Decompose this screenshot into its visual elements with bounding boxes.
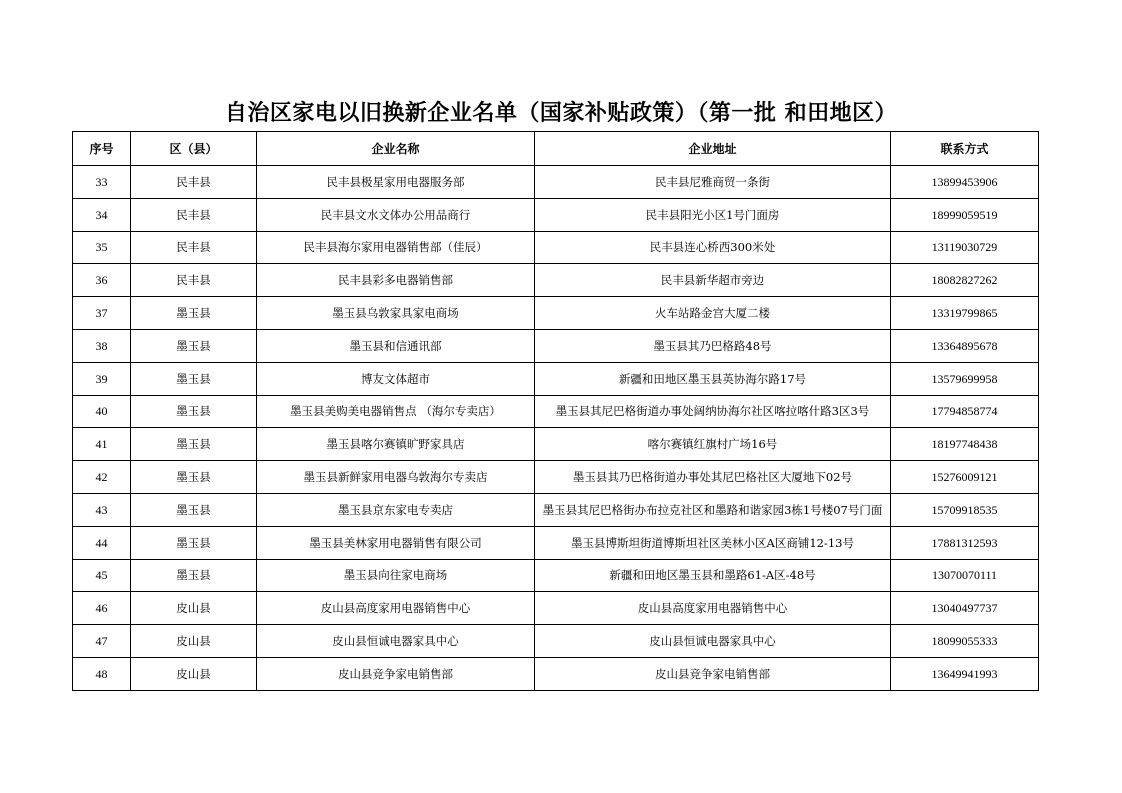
- cell-company-name: 皮山县高度家用电器销售中心: [257, 592, 535, 625]
- cell-company-address: 新疆和田地区墨玉县和墨路61-A区-48号: [535, 559, 891, 592]
- cell-index: 38: [73, 329, 131, 362]
- cell-contact: 13364895678: [891, 329, 1039, 362]
- cell-contact: 18197748438: [891, 428, 1039, 461]
- cell-contact: 15276009121: [891, 461, 1039, 494]
- cell-company-address: 皮山县恒诚电器家具中心: [535, 625, 891, 658]
- cell-index: 37: [73, 297, 131, 330]
- cell-county: 皮山县: [131, 625, 257, 658]
- cell-county: 墨玉县: [131, 362, 257, 395]
- header-contact: 联系方式: [891, 132, 1039, 166]
- cell-index: 39: [73, 362, 131, 395]
- cell-contact: 13319799865: [891, 297, 1039, 330]
- header-company-address: 企业地址: [535, 132, 891, 166]
- cell-company-address: 民丰县阳光小区1号门面房: [535, 198, 891, 231]
- cell-contact: 13119030729: [891, 231, 1039, 264]
- cell-company-address: 皮山县高度家用电器销售中心: [535, 592, 891, 625]
- cell-index: 41: [73, 428, 131, 461]
- header-county: 区（县）: [131, 132, 257, 166]
- cell-company-name: 墨玉县和信通讯部: [257, 329, 535, 362]
- cell-county: 墨玉县: [131, 297, 257, 330]
- cell-index: 45: [73, 559, 131, 592]
- cell-contact: 17881312593: [891, 526, 1039, 559]
- table-row: [73, 559, 1039, 592]
- cell-company-address: 火车站路金宫大厦二楼: [535, 297, 891, 330]
- cell-index: 47: [73, 625, 131, 658]
- cell-company-name: 墨玉县乌敦家具家电商场: [257, 297, 535, 330]
- table-row: [73, 362, 1039, 395]
- cell-company-address: 墨玉县其乃巴格街道办事处其尼巴格社区大厦地下02号: [535, 461, 891, 494]
- cell-contact: 13070070111: [891, 559, 1039, 592]
- cell-county: 墨玉县: [131, 329, 257, 362]
- cell-county: 民丰县: [131, 264, 257, 297]
- cell-company-address: 墨玉县其尼巴格街办布拉克社区和墨路和谐家园3栋1号楼07号门面: [535, 493, 891, 526]
- cell-contact: 13579699958: [891, 362, 1039, 395]
- cell-index: 36: [73, 264, 131, 297]
- cell-index: 42: [73, 461, 131, 494]
- cell-index: 43: [73, 493, 131, 526]
- table-row: [73, 428, 1039, 461]
- table-row: [73, 166, 1039, 199]
- cell-company-address: 民丰县尼雅商贸一条街: [535, 166, 891, 199]
- cell-county: 墨玉县: [131, 526, 257, 559]
- cell-company-address: 民丰县连心桥西300米处: [535, 231, 891, 264]
- cell-contact: 18099055333: [891, 625, 1039, 658]
- cell-company-address: 皮山县竞争家电销售部: [535, 657, 891, 690]
- cell-contact: 18999059519: [891, 198, 1039, 231]
- table-header-row: [73, 132, 1039, 166]
- cell-company-name: 墨玉县喀尔赛镇旷野家具店: [257, 428, 535, 461]
- cell-company-address: 民丰县新华超市旁边: [535, 264, 891, 297]
- cell-company-name: 墨玉县美林家用电器销售有限公司: [257, 526, 535, 559]
- table-row: [73, 493, 1039, 526]
- cell-contact: 17794858774: [891, 395, 1039, 428]
- cell-county: 民丰县: [131, 231, 257, 264]
- cell-county: 皮山县: [131, 657, 257, 690]
- table-row: [73, 526, 1039, 559]
- table-row: [73, 198, 1039, 231]
- cell-index: 40: [73, 395, 131, 428]
- cell-company-name: 民丰县极星家用电器服务部: [257, 166, 535, 199]
- cell-contact: 13899453906: [891, 166, 1039, 199]
- cell-index: 35: [73, 231, 131, 264]
- cell-index: 48: [73, 657, 131, 690]
- header-index: 序号: [73, 132, 131, 166]
- table-row: [73, 461, 1039, 494]
- cell-contact: 13040497737: [891, 592, 1039, 625]
- cell-contact: 18082827262: [891, 264, 1039, 297]
- table-row: [73, 625, 1039, 658]
- cell-index: 44: [73, 526, 131, 559]
- table-row: [73, 329, 1039, 362]
- cell-index: 46: [73, 592, 131, 625]
- cell-county: 皮山县: [131, 592, 257, 625]
- cell-county: 民丰县: [131, 198, 257, 231]
- cell-contact: 13649941993: [891, 657, 1039, 690]
- cell-index: 34: [73, 198, 131, 231]
- cell-company-address: 喀尔赛镇红旗村广场16号: [535, 428, 891, 461]
- cell-company-name: 民丰县文水文体办公用品商行: [257, 198, 535, 231]
- cell-county: 墨玉县: [131, 493, 257, 526]
- table-row: [73, 231, 1039, 264]
- cell-contact: 15709918535: [891, 493, 1039, 526]
- cell-county: 民丰县: [131, 166, 257, 199]
- table-row: [73, 297, 1039, 330]
- cell-company-name: 皮山县恒诚电器家具中心: [257, 625, 535, 658]
- cell-company-name: 博友文体超市: [257, 362, 535, 395]
- cell-company-address: 墨玉县博斯坦街道博斯坦社区美林小区A区商铺12-13号: [535, 526, 891, 559]
- cell-company-address: 墨玉县其乃巴格路48号: [535, 329, 891, 362]
- cell-company-name: 墨玉县新鲜家用电器乌敦海尔专卖店: [257, 461, 535, 494]
- cell-company-address: 新疆和田地区墨玉县英协海尔路17号: [535, 362, 891, 395]
- page-title: 自治区家电以旧换新企业名单（国家补贴政策）（第一批 和田地区）: [224, 101, 898, 126]
- enterprise-table: [72, 131, 1039, 691]
- cell-company-name: 民丰县海尔家用电器销售部（佳辰）: [257, 231, 535, 264]
- cell-county: 墨玉县: [131, 395, 257, 428]
- table-row: [73, 264, 1039, 297]
- cell-company-name: 民丰县彩多电器销售部: [257, 264, 535, 297]
- table-row: [73, 395, 1039, 428]
- cell-county: 墨玉县: [131, 461, 257, 494]
- cell-company-name: 墨玉县美购美电器销售点 （海尔专卖店）: [257, 395, 535, 428]
- table-body: [73, 166, 1039, 691]
- header-company-name: 企业名称: [257, 132, 535, 166]
- cell-county: 墨玉县: [131, 559, 257, 592]
- table-row: [73, 592, 1039, 625]
- cell-company-name: 墨玉县京东家电专卖店: [257, 493, 535, 526]
- cell-company-name: 墨玉县向往家电商场: [257, 559, 535, 592]
- cell-county: 墨玉县: [131, 428, 257, 461]
- cell-company-name: 皮山县竞争家电销售部: [257, 657, 535, 690]
- cell-company-address: 墨玉县其尼巴格街道办事处阔纳协海尔社区喀拉喀什路3区3号: [535, 395, 891, 428]
- cell-index: 33: [73, 166, 131, 199]
- table-row: [73, 657, 1039, 690]
